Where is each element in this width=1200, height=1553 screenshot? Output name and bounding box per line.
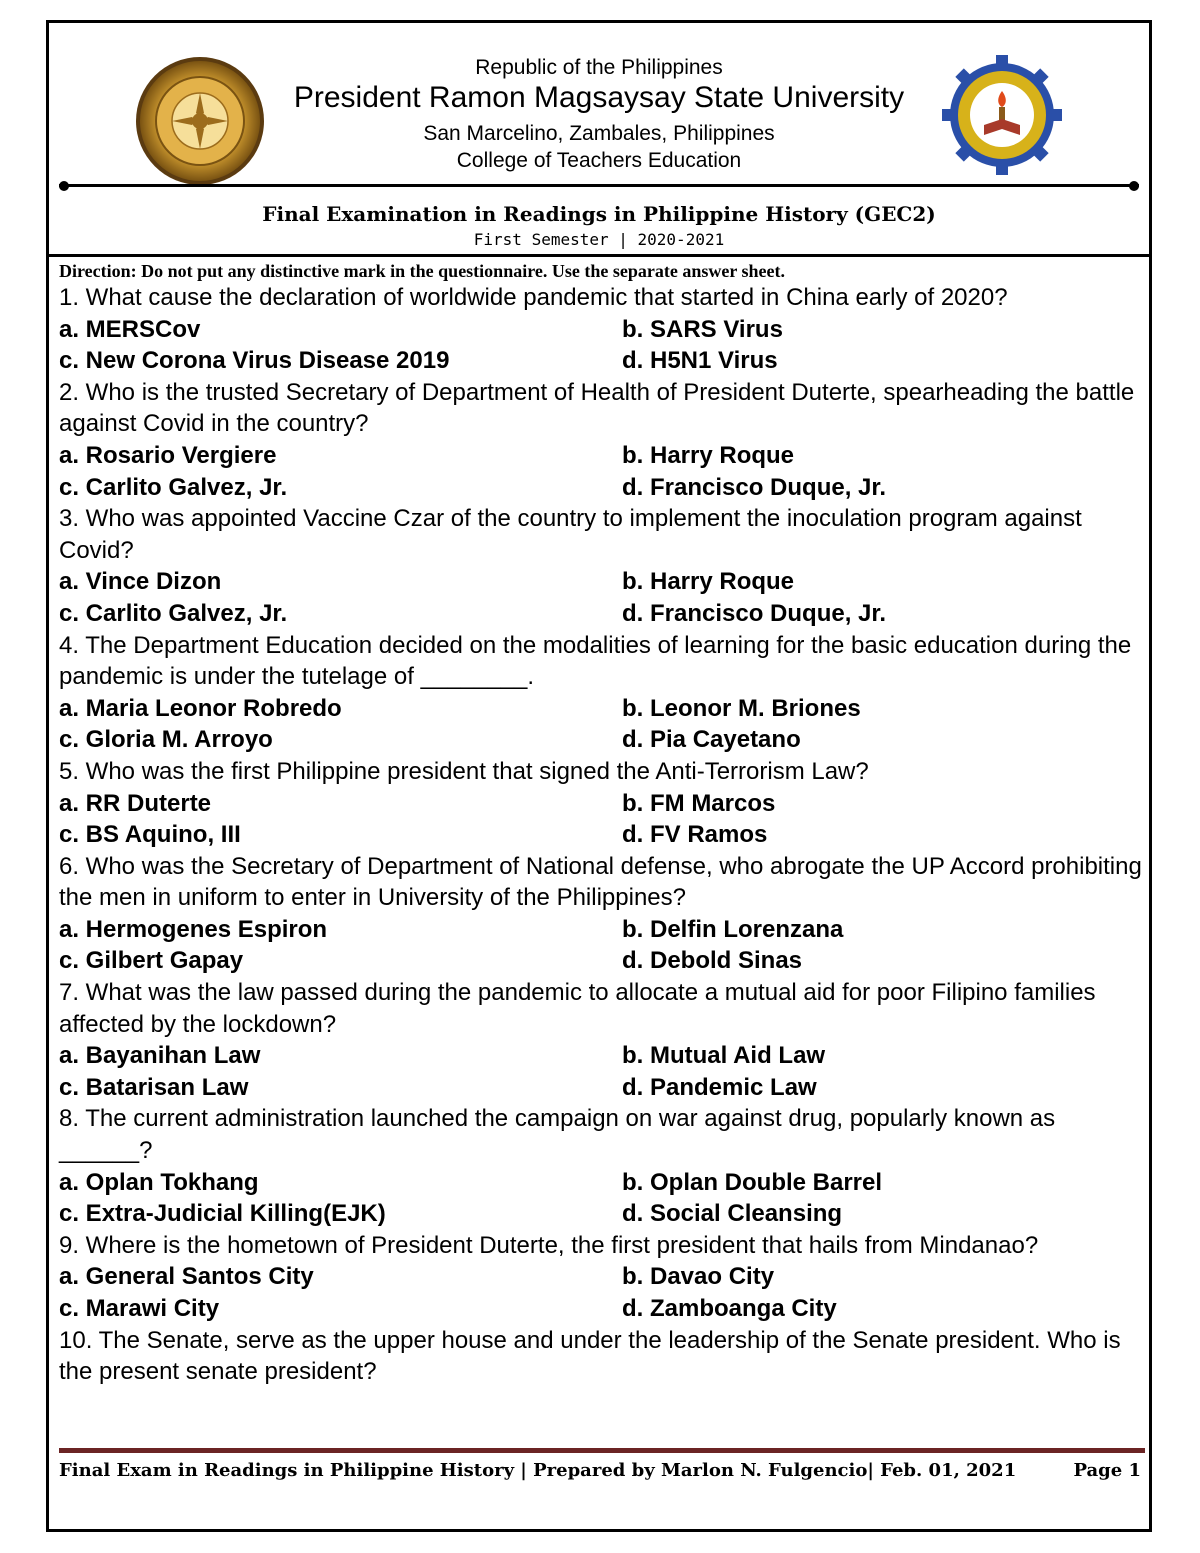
exam-title: Final Examination in Readings in Philippine History (GEC2) [262,202,936,226]
option-a: a. Vince Dizon [59,568,222,596]
option-b: b. FM Marcos [622,789,776,817]
footer-divider [59,1448,1145,1453]
question-4 [59,630,1145,756]
option-c: c. Batarisan Law [59,1073,249,1101]
option-a: a. RR Duterte [59,789,212,817]
option-d: d. Social Cleansing [622,1200,843,1228]
question-7 [59,977,1145,1103]
option-b: b. Leonor M. Briones [622,694,861,722]
option-a: a. Bayanihan Law [59,1042,261,1070]
question-text: 6. Who was the Secretary of Department of National defense, who abrogate the UP Accord prohibiting the men in uniform to enter in University of the Philippines? [59,852,1142,912]
question-9 [59,1230,1145,1325]
question-text: 5. Who was the first Philippine president that signed the Anti-Terrorism Law? [59,757,869,785]
question-1 [59,282,1145,377]
option-d: d. Pia Cayetano [622,726,801,754]
option-b: b. Delfin Lorenzana [622,915,844,943]
question-8 [59,1103,1145,1229]
question-text: 2. Who is the trusted Secretary of Department of Health of President Duterte, spearheading the battle against Covid in the country? [59,378,1135,438]
option-d: d. Debold Sinas [622,947,803,975]
option-c: c. BS Aquino, III [59,821,241,849]
header-college: College of Teachers Education [456,149,742,172]
option-a: a. MERSCov [59,315,201,343]
question-text: 10. The Senate, serve as the upper house and under the leadership of the Senate president. Who is the present senate president? [59,1326,1121,1386]
option-d: d. Pandemic Law [622,1073,817,1101]
option-c: c. Gilbert Gapay [59,947,244,975]
question-text: 4. The Department Education decided on the modalities of learning for the basic education during the pandemic is under the tutelage of ________. [59,631,1132,691]
question-text: 3. Who was appointed Vaccine Czar of the country to implement the inoculation program against Covid? [59,505,1082,564]
question-text: 7. What was the law passed during the pandemic to allocate a mutual aid for poor Filipino families affected by the lockdown? [59,979,1096,1038]
question-text: 9. Where is the hometown of President Duterte, the first president that hails from Mindanao? [59,1231,1039,1259]
option-a: a. Oplan Tokhang [59,1168,259,1196]
exam-body [59,260,1145,1388]
header-republic: Republic of the Philippines [475,56,723,79]
question-6 [59,851,1145,977]
question-10 [59,1325,1145,1388]
question-text: 1. What cause the declaration of worldwide pandemic that started in China early of 2020? [59,284,1008,311]
option-a: a. General Santos City [59,1263,314,1291]
option-b: b. Harry Roque [622,568,795,596]
header-divider [59,181,1139,191]
option-c: c. Carlito Galvez, Jr. [59,599,288,627]
option-c: c. Carlito Galvez, Jr. [59,473,288,501]
page-footer [59,1460,1141,1481]
option-b: b. Mutual Aid Law [622,1042,826,1070]
option-d: d. Francisco Duque, Jr. [622,473,887,501]
option-d: d. Francisco Duque, Jr. [622,599,887,627]
option-c: c. Marawi City [59,1295,220,1322]
option-a: a. Rosario Vergiere [59,441,277,469]
letterhead [49,23,1149,188]
direction-text: Direction: Do not put any distinctive mark in the questionnaire. Use the separate answer sheet. [59,261,785,281]
page-number: Page 1 [1073,1460,1141,1481]
exam-semester: First Semester | 2020-2021 [473,230,725,249]
option-c: c. New Corona Virus Disease 2019 [59,347,450,375]
header-university-name: President Ramon Magsaysay State University [293,81,905,114]
footer-text: Final Exam in Readings in Philippine History | Prepared by Marlon N. Fulgencio| Feb. 01, 2021 [59,1460,1017,1481]
option-b: b. Davao City [622,1263,775,1291]
option-b: b. Harry Roque [622,441,795,469]
option-d: d. H5N1 Virus [622,347,778,375]
option-c: c. Gloria M. Arroyo [59,726,273,754]
option-a: a. Maria Leonor Robredo [59,694,342,722]
option-d: d. FV Ramos [622,821,768,849]
question-3 [59,503,1145,629]
option-c: c. Extra-Judicial Killing(EJK) [59,1200,386,1228]
question-5 [59,756,1145,851]
option-b: b. Oplan Double Barrel [622,1168,883,1196]
question-text: 8. The current administration launched the campaign on war against drug, popularly known as ______? [59,1105,1056,1165]
option-a: a. Hermogenes Espiron [59,915,328,943]
option-d: d. Zamboanga City [622,1295,837,1322]
question-2 [59,377,1145,503]
page-frame [46,20,1152,1532]
title-divider [49,254,1149,257]
header-address: San Marcelino, Zambales, Philippines [423,122,775,145]
option-b: b. SARS Virus [622,315,783,343]
